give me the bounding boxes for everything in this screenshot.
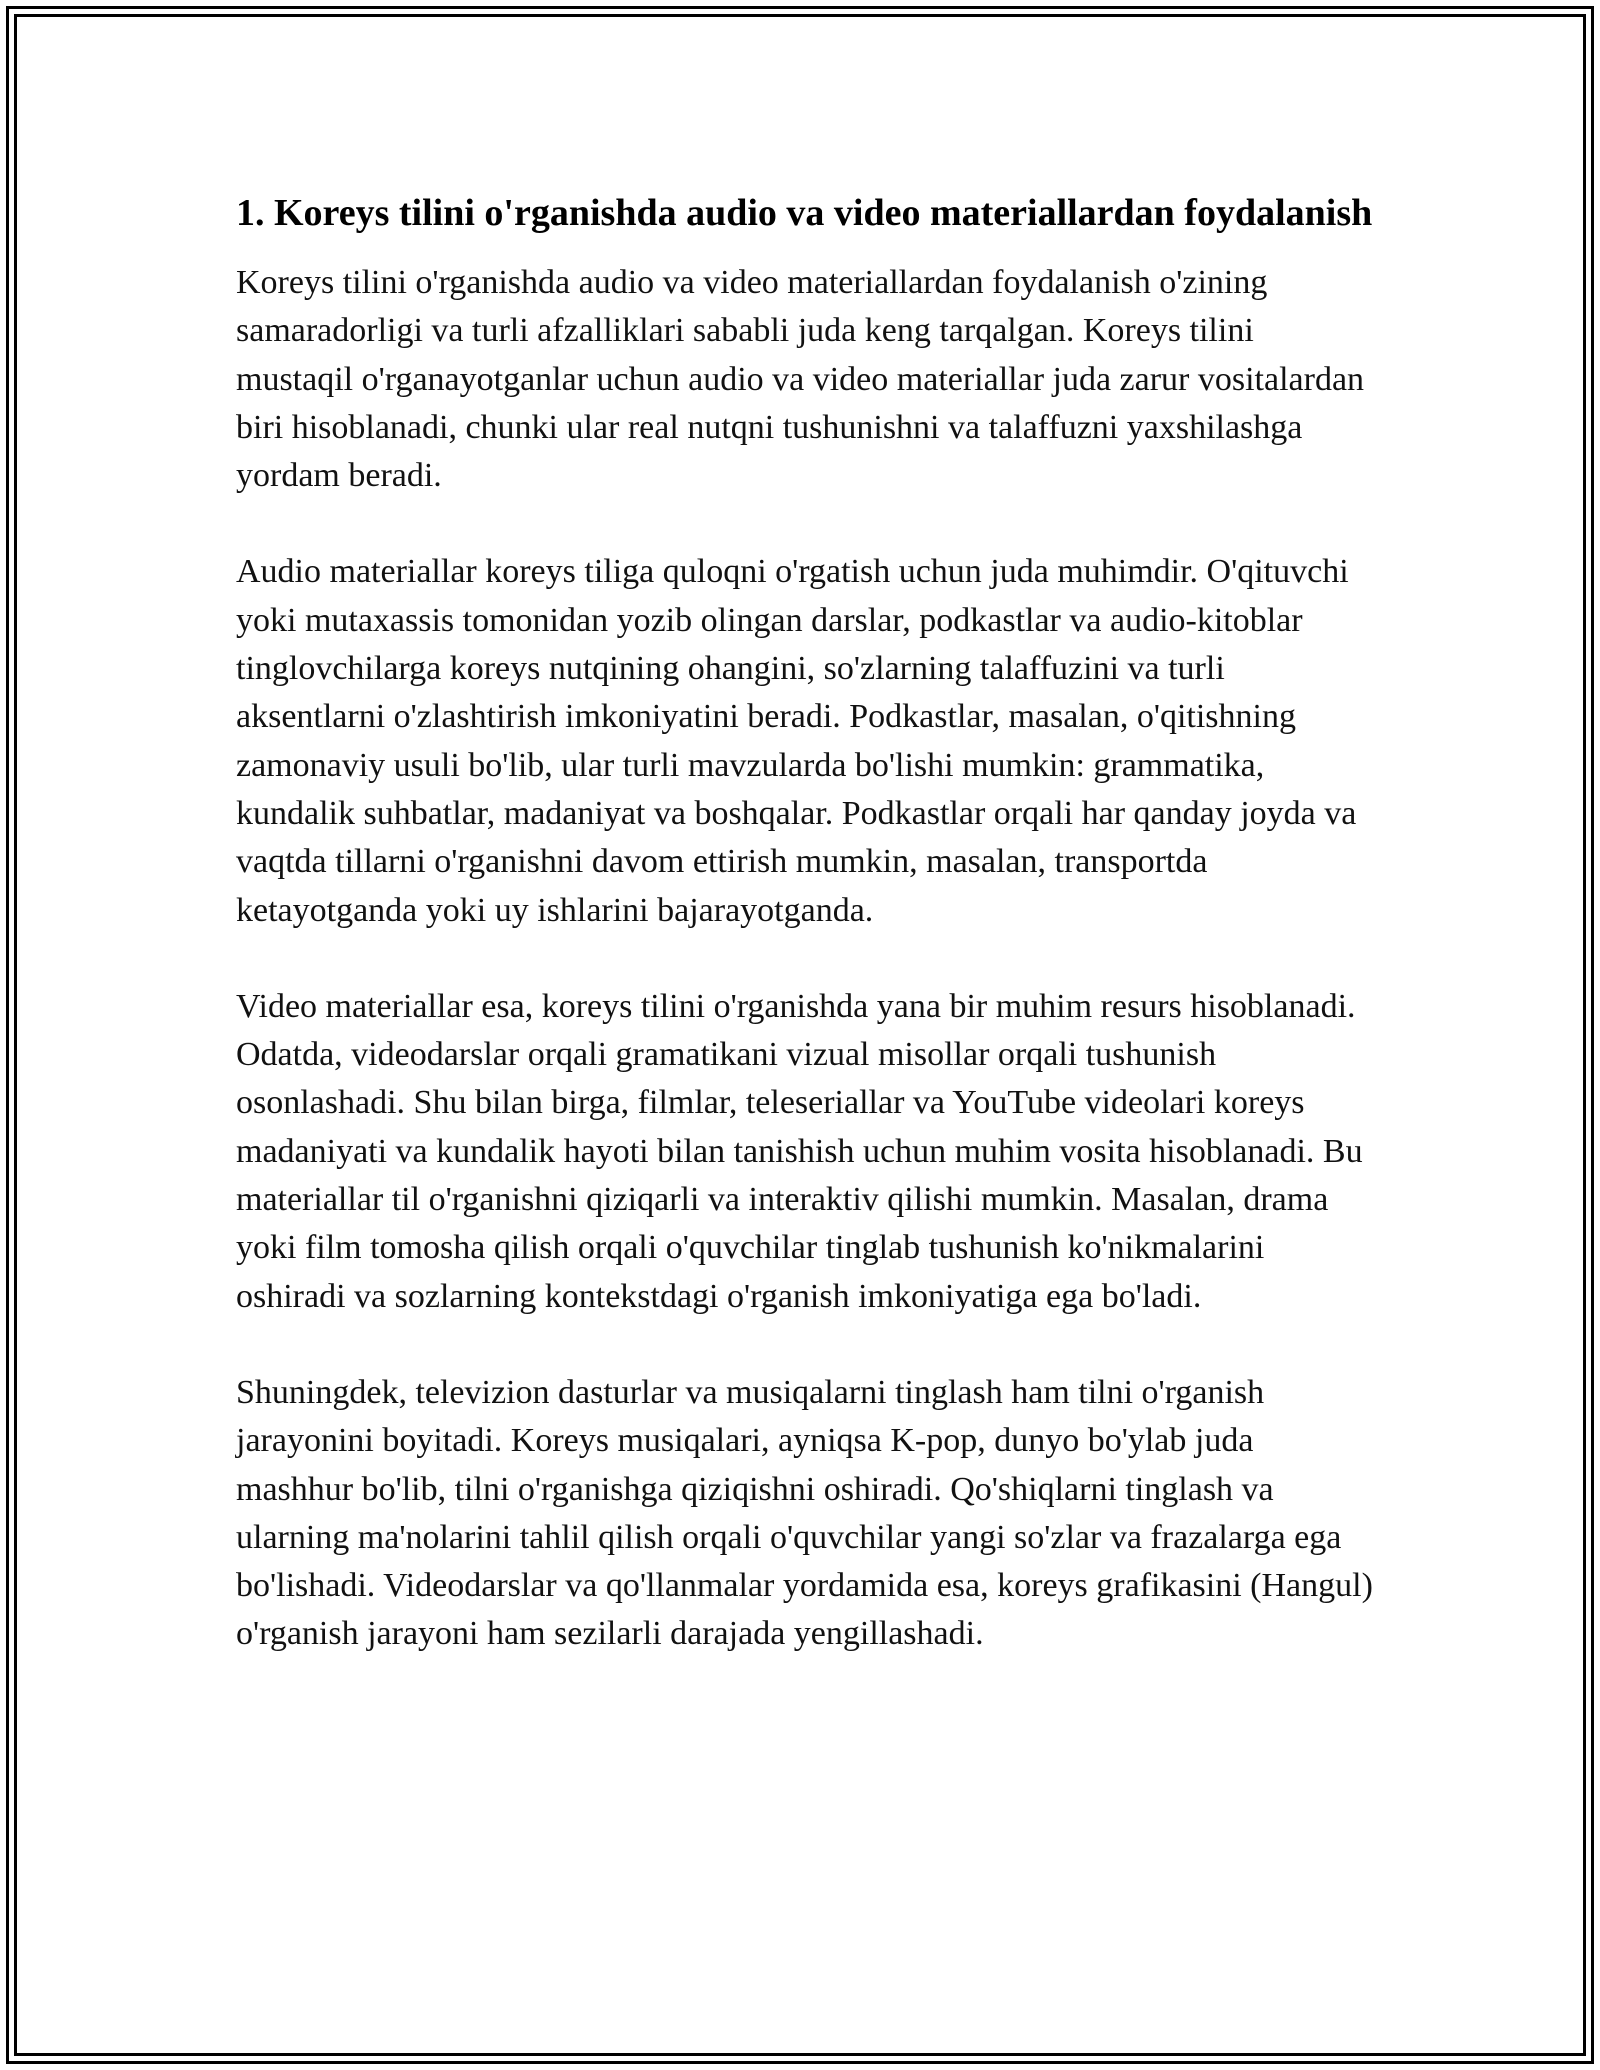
paragraph-intro: Koreys tilini o'rganishda audio va video materiallardan foydalanish o'zining samaradorligi va turli afzalliklari sababli juda keng tarqalgan. Koreys tilini mustaqil o'rganayotganlar uchun audio va video materiallar juda zarur vositalardan biri hisoblanadi, chunki ular real nutqni tushunishni va talaffuzni yaxshilashga yordam beradi.: [236, 264, 1365, 495]
document-body: [236, 186, 1376, 1707]
paragraph-tv-and-music: Shuningdek, televizion dasturlar va musiqalarni tinglash ham tilni o'rganish jarayonini boyitadi. Koreys musiqalari, ayniqsa K-pop, dunyo bo'ylab juda mashhur bo'lib, tilni o'rganishga qiziqishni oshiradi. Qo'shiqlarni tinglash va ularning ma'nolarini tahlil qilish orqali o'quvchilar yangi so'zlar va frazalarga ega bo'lishadi. Videodarslar va qo'llanmalar yordamida esa, koreys grafikasini (Hangul) o'rganish jarayoni ham sezilarli darajada yengillashadi.: [236, 1373, 1373, 1653]
section-heading: 1. Koreys tilini o'rganishda audio va video materiallardan foydalanish: [236, 192, 1373, 234]
paragraph-audio-materials: Audio materiallar koreys tiliga quloqni o'rgatish uchun juda muhimdir. O'qituvchi yoki mutaxassis tomonidan yozib olingan darslar, podkastlar va audio-kitoblar tinglovchilarga koreys nutqining ohangini, so'zlarning talaffuzini va turli aksentlarni o'zlashtirish imkoniyatini beradi. Podkastlar, masalan, o'qitishning zamonaviy usuli bo'lib, ular turli mavzularda bo'lishi mumkin: grammatika, kundalik suhbatlar, madaniyat va boshqalar. Podkastlar orqali har qanday joyda va vaqtda tillarni o'rganishni davom ettirish mumkin, masalan, transportda ketayotganda yoki uy ishlarini bajarayotganda.: [236, 553, 1357, 929]
paragraph-video-materials: Video materiallar esa, koreys tilini o'rganishda yana bir muhim resurs hisoblanadi. Odatda, videodarslar orqali gramatikani vizual misollar orqali tushunish osonlashadi. Shu bilan birga, filmlar, teleseriallar va YouTube videolari koreys madaniyati va kundalik hayoti bilan tanishish uchun muhim vosita hisoblanadi. Bu materiallar til o'rganishni qiziqarli va interaktiv qilishi mumkin. Masalan, drama yoki film tomosha qilish orqali o'quvchilar tinglab tushunish ko'nikmalarini oshiradi va sozlarning kontekstdagi o'rganish imkoniyatiga ega bo'ladi.: [236, 987, 1363, 1315]
